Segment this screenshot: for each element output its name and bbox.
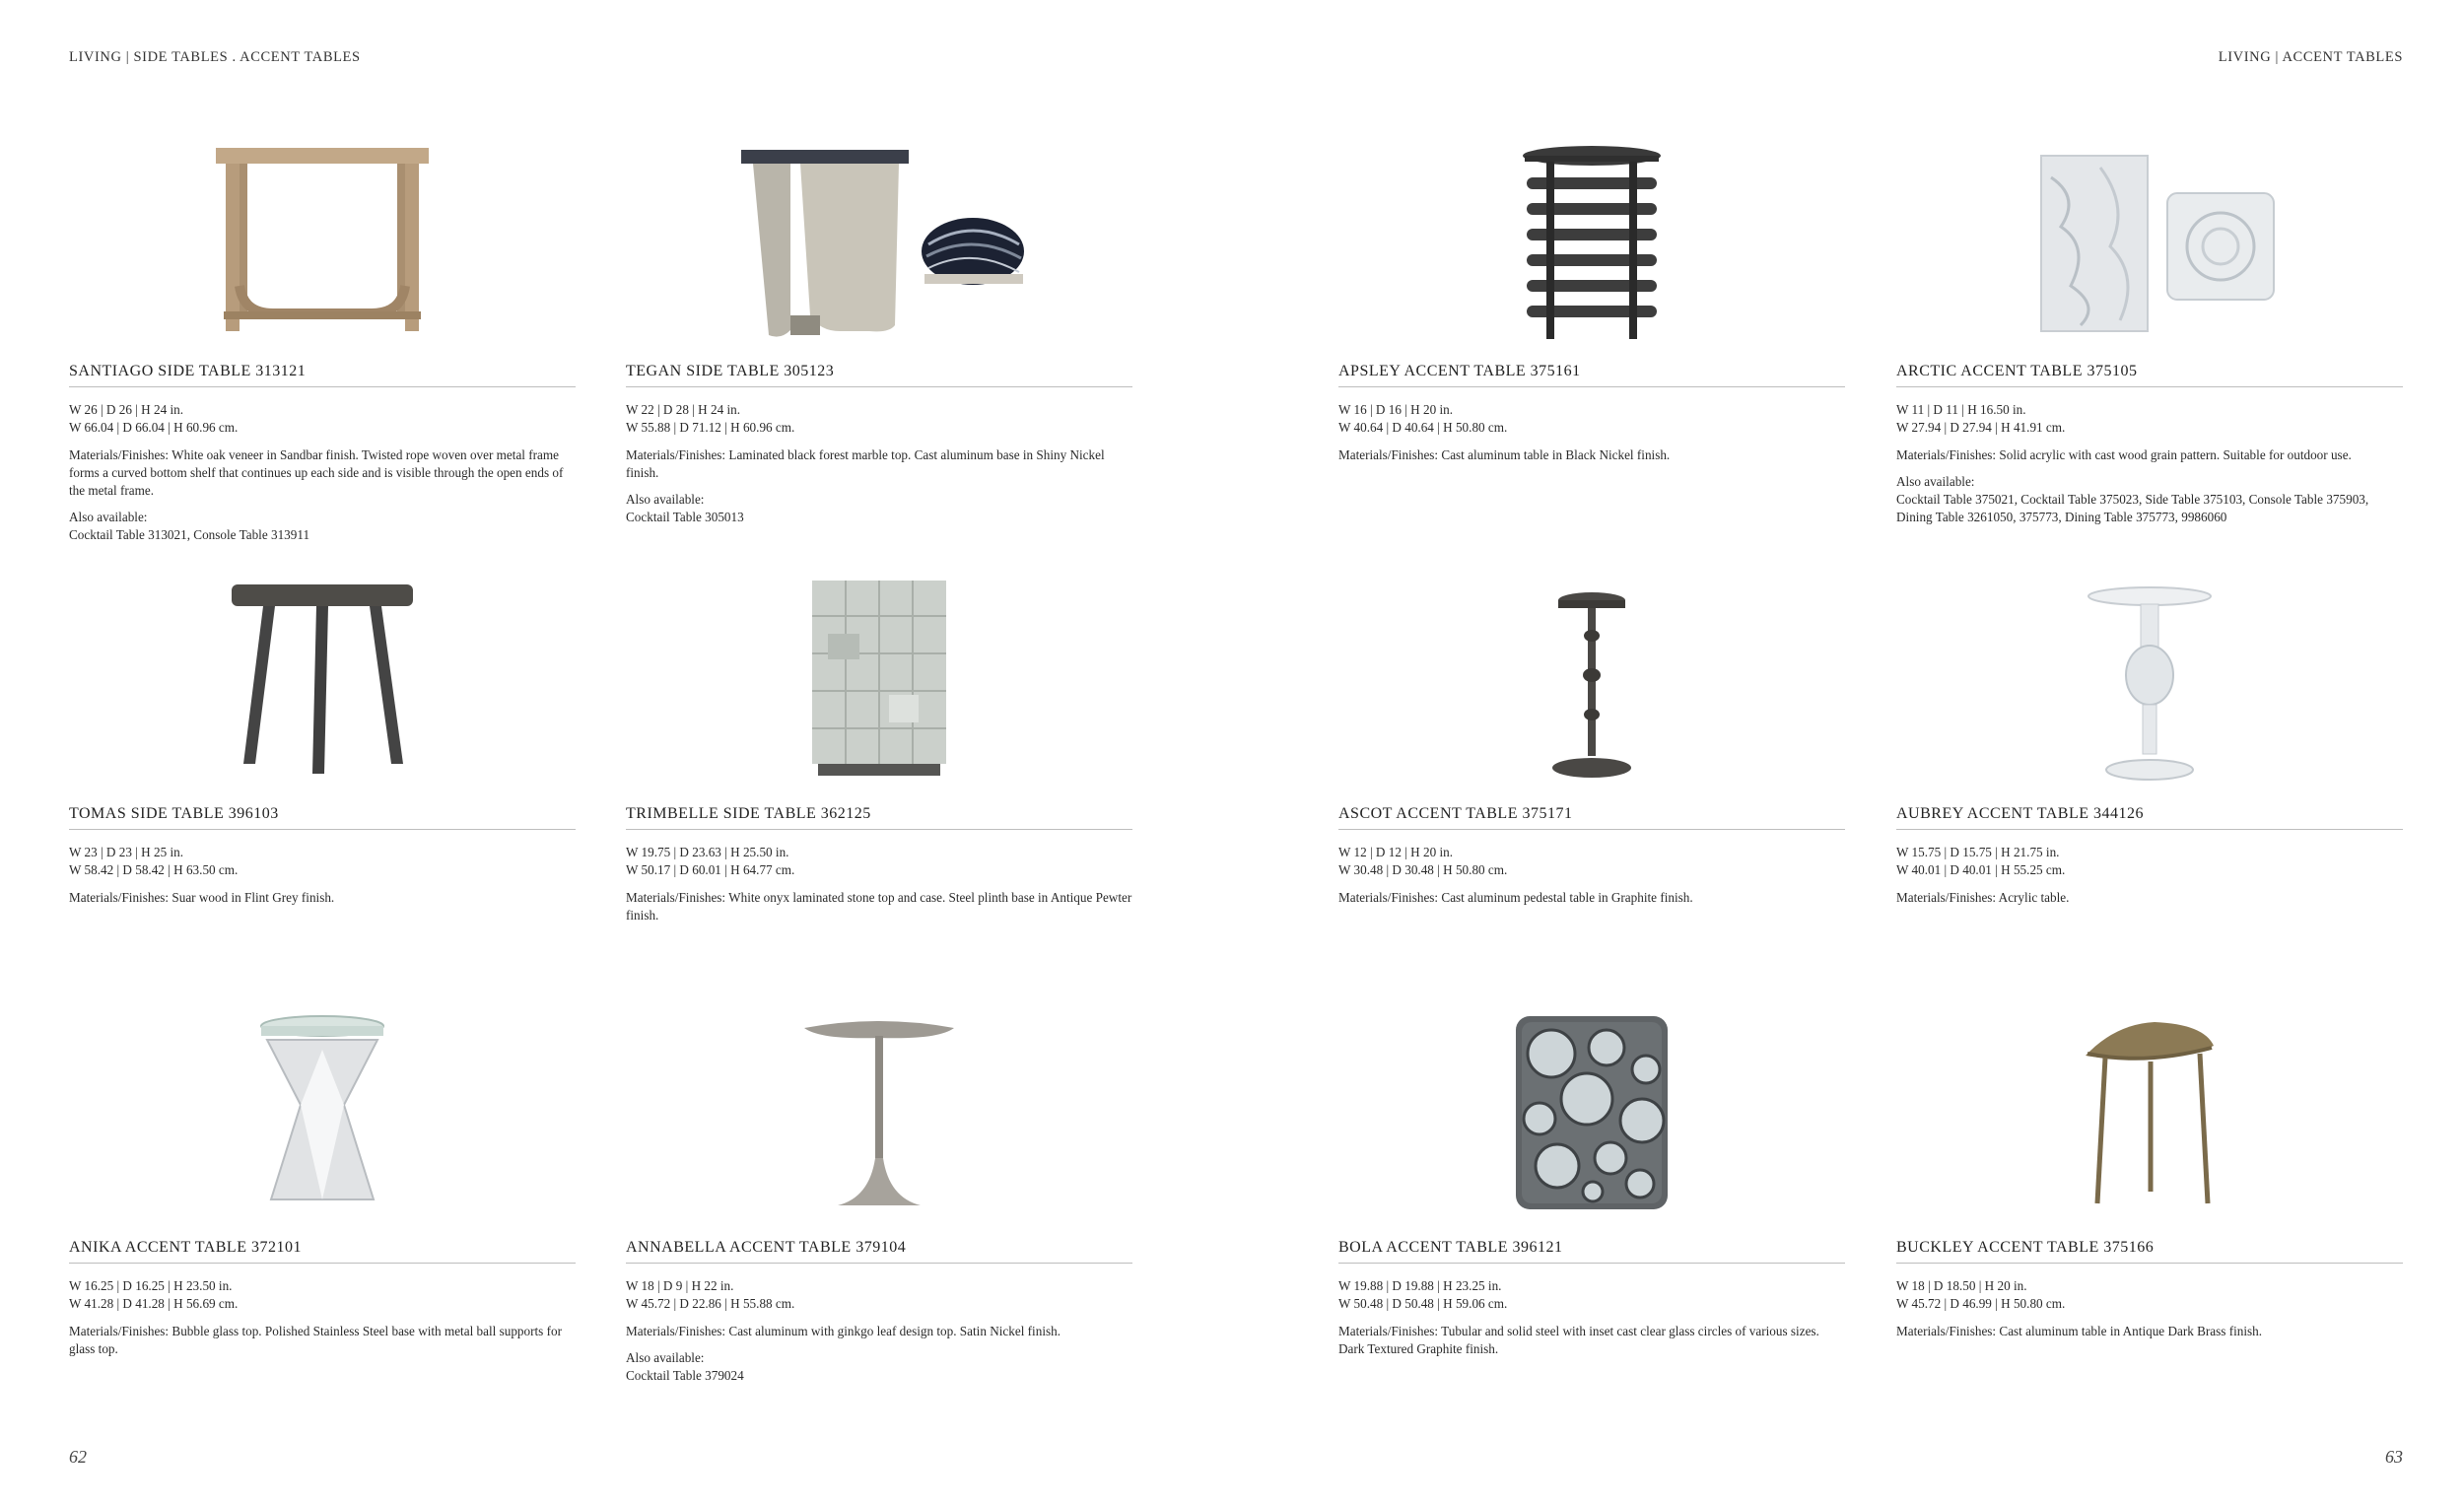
product-dimensions — [626, 401, 1132, 437]
product-materials: Materials/Finishes: Acrylic table. — [1896, 890, 2070, 905]
also-label: Also available: — [69, 510, 148, 524]
product-materials: Materials/Finishes: Solid acrylic with cast wood grain pattern. Suitable for outdoor use. — [1896, 447, 2352, 462]
arctic-table-icon — [1896, 138, 2403, 350]
dims-inches: W 16 | D 16 | H 20 in. — [1338, 402, 1454, 417]
product-name: APSLEY ACCENT TABLE 375161 — [1338, 363, 1845, 387]
product-dimensions — [626, 1277, 1132, 1313]
product-dimensions — [69, 844, 576, 879]
dims-inches: W 26 | D 26 | H 24 in. — [69, 402, 184, 417]
also-available — [69, 509, 576, 544]
dims-inches: W 15.75 | D 15.75 | H 21.75 in. — [1896, 845, 2060, 859]
running-head-left: LIVING | SIDE TABLES . ACCENT TABLES — [69, 49, 361, 65]
dims-cm: W 58.42 | D 58.42 | H 63.50 cm. — [69, 862, 239, 877]
product-dimensions — [1896, 401, 2403, 437]
dims-inches: W 19.75 | D 23.63 | H 25.50 in. — [626, 845, 789, 859]
product-materials: Materials/Finishes: Laminated black forest marble top. Cast aluminum base in Shiny Nickel finish. — [626, 447, 1105, 480]
product-dimensions — [1338, 401, 1845, 437]
product-materials: Materials/Finishes: Cast aluminum pedestal table in Graphite finish. — [1338, 890, 1693, 905]
tomas-table-icon — [69, 577, 576, 788]
product-name: TOMAS SIDE TABLE 396103 — [69, 805, 576, 830]
product-materials: Materials/Finishes: Cast aluminum with ginkgo leaf design top. Satin Nickel finish. — [626, 1324, 1061, 1338]
also-available — [1896, 473, 2403, 526]
also-list: Cocktail Table 305013 — [626, 510, 744, 524]
also-list: Cocktail Table 375021, Cocktail Table 375023, Side Table 375103, Console Table 375903, Dining Table 3261050, 375773, Dining Table 375773, 9986060 — [1896, 492, 2369, 524]
bola-table-icon — [1338, 1010, 1845, 1222]
product-dimensions — [1896, 844, 2403, 879]
product-materials: Materials/Finishes: Tubular and solid steel with inset cast clear glass circles of various sizes. Dark Textured Graphite finish. — [1338, 1324, 1819, 1356]
dims-cm: W 45.72 | D 22.86 | H 55.88 cm. — [626, 1296, 795, 1311]
also-list: Cocktail Table 379024 — [626, 1368, 744, 1383]
product-materials: Materials/Finishes: White oak veneer in Sandbar finish. Twisted rope woven over metal frame forms a curved bottom shelf that continues up each side and is visible through the open ends of the metal frame. — [69, 447, 564, 498]
dims-inches: W 19.88 | D 19.88 | H 23.25 in. — [1338, 1278, 1502, 1293]
dims-cm: W 50.17 | D 60.01 | H 64.77 cm. — [626, 862, 795, 877]
dims-cm: W 50.48 | D 50.48 | H 59.06 cm. — [1338, 1296, 1508, 1311]
dims-inches: W 22 | D 28 | H 24 in. — [626, 402, 741, 417]
product-dimensions — [1338, 844, 1845, 879]
product-name: BUCKLEY ACCENT TABLE 375166 — [1896, 1239, 2403, 1264]
also-available — [626, 1349, 1132, 1385]
anika-table-icon — [69, 1010, 576, 1222]
page-number-right: 63 — [2385, 1447, 2403, 1467]
santiago-table-icon — [69, 138, 576, 350]
also-available — [626, 491, 1132, 526]
dims-cm: W 41.28 | D 41.28 | H 56.69 cm. — [69, 1296, 239, 1311]
product-dimensions — [69, 1277, 576, 1313]
product-name: TEGAN SIDE TABLE 305123 — [626, 363, 1132, 387]
product-dimensions — [1338, 1277, 1845, 1313]
apsley-table-icon — [1338, 138, 1845, 350]
product-dimensions — [1896, 1277, 2403, 1313]
dims-cm: W 55.88 | D 71.12 | H 60.96 cm. — [626, 420, 795, 435]
dims-inches: W 18 | D 9 | H 22 in. — [626, 1278, 734, 1293]
product-name: TRIMBELLE SIDE TABLE 362125 — [626, 805, 1132, 830]
dims-cm: W 45.72 | D 46.99 | H 50.80 cm. — [1896, 1296, 2066, 1311]
product-materials: Materials/Finishes: Bubble glass top. Polished Stainless Steel base with metal ball supports for glass top. — [69, 1324, 562, 1356]
tegan-table-icon — [626, 138, 1132, 350]
dims-cm: W 27.94 | D 27.94 | H 41.91 cm. — [1896, 420, 2066, 435]
also-label: Also available: — [626, 492, 705, 507]
product-name: ANNABELLA ACCENT TABLE 379104 — [626, 1239, 1132, 1264]
dims-inches: W 12 | D 12 | H 20 in. — [1338, 845, 1454, 859]
dims-cm: W 40.01 | D 40.01 | H 55.25 cm. — [1896, 862, 2066, 877]
product-name: SANTIAGO SIDE TABLE 313121 — [69, 363, 576, 387]
product-materials: Materials/Finishes: Cast aluminum table in Black Nickel finish. — [1338, 447, 1671, 462]
aubrey-table-icon — [1896, 577, 2403, 788]
product-name: AUBREY ACCENT TABLE 344126 — [1896, 805, 2403, 830]
ascot-table-icon — [1338, 577, 1845, 788]
also-list: Cocktail Table 313021, Console Table 313911 — [69, 527, 310, 542]
product-materials: Materials/Finishes: Suar wood in Flint Grey finish. — [69, 890, 335, 905]
buckley-table-icon — [1896, 1010, 2403, 1222]
product-dimensions — [626, 844, 1132, 879]
dims-inches: W 23 | D 23 | H 25 in. — [69, 845, 184, 859]
dims-cm: W 30.48 | D 30.48 | H 50.80 cm. — [1338, 862, 1508, 877]
product-name: ANIKA ACCENT TABLE 372101 — [69, 1239, 576, 1264]
also-label: Also available: — [626, 1350, 705, 1365]
dims-cm: W 40.64 | D 40.64 | H 50.80 cm. — [1338, 420, 1508, 435]
product-name: ARCTIC ACCENT TABLE 375105 — [1896, 363, 2403, 387]
page-number-left: 62 — [69, 1447, 87, 1467]
dims-inches: W 16.25 | D 16.25 | H 23.50 in. — [69, 1278, 233, 1293]
product-name: ASCOT ACCENT TABLE 375171 — [1338, 805, 1845, 830]
running-head-right: LIVING | ACCENT TABLES — [2218, 49, 2403, 65]
product-name: BOLA ACCENT TABLE 396121 — [1338, 1239, 1845, 1264]
product-dimensions — [69, 401, 576, 437]
product-materials: Materials/Finishes: Cast aluminum table in Antique Dark Brass finish. — [1896, 1324, 2263, 1338]
trimbelle-table-icon — [626, 577, 1132, 788]
dims-inches: W 18 | D 18.50 | H 20 in. — [1896, 1278, 2027, 1293]
dims-cm: W 66.04 | D 66.04 | H 60.96 cm. — [69, 420, 239, 435]
product-materials: Materials/Finishes: White onyx laminated stone top and case. Steel plinth base in Antique Pewter finish. — [626, 890, 1132, 923]
annabella-table-icon — [626, 1010, 1132, 1222]
dims-inches: W 11 | D 11 | H 16.50 in. — [1896, 402, 2026, 417]
also-label: Also available: — [1896, 474, 1975, 489]
